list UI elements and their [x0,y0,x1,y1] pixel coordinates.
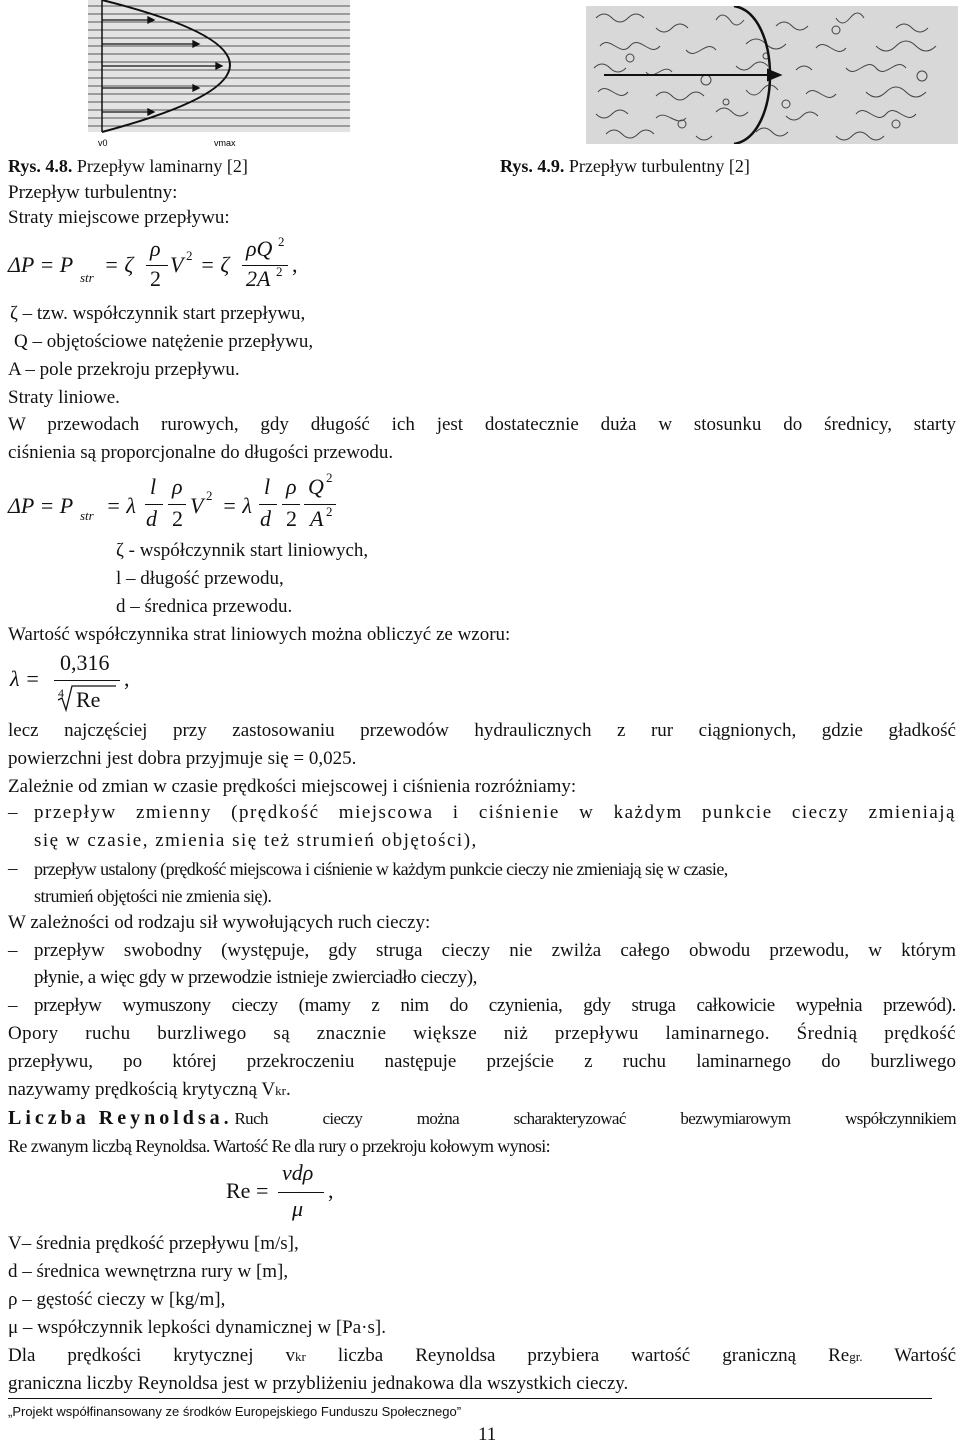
critical-velocity-text: nazywamy prędkością krytyczną V [8,1079,276,1100]
critical-sub-kr: kr [295,1349,306,1364]
figure-caption-laminar [8,156,248,177]
legend1-q: Q – objętościowe natężenie przepływu, [14,331,314,352]
critical-velocity-dot: . [285,1079,291,1100]
formula1-rhoq: ρQ [246,236,273,261]
formula1-eq-zeta2: = ζ [200,252,230,277]
formula1-rho: ρ [150,236,161,261]
heading-local-losses: Straty miejscowe przepływu: [8,207,230,228]
re-denominator: μ [292,1196,304,1221]
formula2-dp: ΔP = P [8,493,74,518]
formula2-v: V [190,493,204,518]
formula2-sub-str: str [80,508,94,523]
re-eq: Re = [226,1178,269,1203]
critical-text-c: Wartość [862,1345,956,1366]
legend2-d: d – średnica przewodu. [116,596,293,617]
formula2-sup-v: 2 [206,488,213,503]
heading-reynolds-number: Liczba Reynoldsa [8,1107,224,1129]
paragraph-linear-losses-1: W przewodach rurowych, gdy długość ich jest dostatecznie duża w stosunku do średnicy, starty [8,414,956,435]
formula2-q: Q [308,474,324,499]
list-dash-2: – [8,858,18,879]
critical-text-a: Dla prędkości krytycznej v [8,1345,295,1366]
paragraph-lambda-2: powierzchni jest dobra przyjmuje się = 0,025. [8,748,357,769]
critical-text-b: liczba Reynoldsa przybiera wartość graniczną Re [305,1345,850,1366]
formula1-sup-q: 2 [278,234,285,249]
formula2-d1: d [146,506,157,531]
paragraph-turbulence-3 [8,1078,291,1103]
list-item-forced-flow: przepływ wymuszony cieczy (mamy z nim do czynienia, gdy struga całkowicie wypełnia przewód). [34,995,956,1016]
legend2-zeta: ζ - współczynnik start liniowych, [116,540,369,561]
formula2-two1: 2 [172,506,183,531]
heading-turbulent-flow: Przepływ turbulentny: [8,182,178,203]
formula1-sup-v: 2 [186,248,193,263]
paragraph-critical-2: graniczna liczby Reynoldsa jest w przybliżeniu jednakowa dla wszystkich cieczy. [8,1373,629,1394]
heading-linear-losses: Straty liniowe. [8,387,120,408]
formula2-l2: l [264,474,271,499]
lambda-eq: λ = [10,666,40,691]
formula1-v: V [170,252,184,277]
formula2-a: A [310,506,324,531]
paragraph-forces-intro: W zależności od rodzaju sił wywołujących ruch cieczy: [8,912,431,933]
formula2-eq-lambda: = λ [106,493,136,518]
formula2-d2: d [260,506,271,531]
paragraph-lambda-1: lecz najczęściej przy zastosowaniu przewodów hydraulicznych z rur ciągnionych, gdzie gładkość [8,720,956,741]
paragraph-turbulence-1: Opory ruchu burzliwego są znacznie większe niż przepływu laminarnego. Średnią prędkość [8,1023,956,1044]
formula2-eq-lambda2: = λ [222,493,252,518]
paragraph-linear-losses-2: ciśnienia są proporcjonalne do długości przewodu. [8,442,394,463]
formula1-two: 2 [150,266,161,291]
lambda-comma: , [124,666,130,691]
caption-number: Rys. 4.9. [500,156,565,176]
re-comma: , [328,1178,334,1203]
formula2-two2: 2 [286,506,297,531]
legend2-l: l – długość przewodu, [116,568,284,589]
formula2-sup-a: 2 [326,504,333,519]
axis-label-vmax: vmax [214,138,236,148]
paragraph-critical-1 [8,1344,956,1369]
laminar-flow-figure [88,0,350,152]
formula1-comma: , [292,252,298,277]
formula1-sub-str: str [80,270,94,285]
heading-reynolds-dot: . [223,1108,229,1129]
list-item-steady-flow-1: przepływ ustalony (prędkość miejscowa i ciśnienie w każdym punkcie cieczy nie zmieniają się w czasie, [34,859,728,879]
legend1-a: A – pole przekroju przepływu. [8,359,240,380]
paragraph-lambda-intro: Wartość współczynnika strat liniowych można obliczyć ze wzoru: [8,624,511,645]
formula2-rho2: ρ [286,474,297,499]
turbulent-flow-figure [586,6,958,144]
legend3-velocity: V– średnia prędkość przepływu [m/s], [8,1233,299,1254]
reynolds-intro-text: Ruch cieczy można scharakteryzować bezwymiarowym współczynnikiem [234,1109,956,1128]
paragraph-turbulence-2: przepływu, po której przekroczeniu następuje przejście z ruchu laminarnego do burzliwego [8,1051,956,1072]
legend1-zeta: ζ – tzw. współczynnik start przepływu, [10,303,306,324]
formula1-eq-zeta: = ζ [104,252,134,277]
legend3-diameter: d – średnica wewnętrzna rury w [m], [8,1261,289,1282]
lambda-root-index: 4 [58,686,64,700]
paragraph-flow-types-intro: Zależnie od zmian w czasie prędkości miejscowej i ciśnienia rozróżniamy: [8,776,577,797]
formula2-rho1: ρ [172,474,183,499]
list-item-variable-flow-1: przepływ zmienny (prędkość miejscowa i ciśnienie w każdym punkcie cieczy zmieniają [34,802,956,823]
critical-velocity-sub: kr [275,1083,286,1098]
lambda-frac-line [54,680,120,681]
caption-text: Przepływ laminarny [2] [76,156,248,176]
legend3-viscosity: μ – współczynnik lepkości dynamicznej w [Pa·s]. [8,1317,386,1338]
list-item-free-flow-2: płynie, a więc gdy w przewodzie istnieje zwierciadło cieczy), [34,967,478,988]
legend3-density: ρ – gęstość cieczy w [kg/m], [8,1289,226,1310]
footer-rule [8,1398,932,1399]
list-item-steady-flow-2: strumień objętości nie zmienia się). [34,886,272,906]
re-numerator: vdρ [282,1160,314,1185]
critical-sub-gr: gr. [849,1349,863,1364]
formula1-dp: ΔP = P [8,252,74,277]
formula2-sup-q: 2 [326,470,333,485]
reynolds-line-1 [8,1106,956,1131]
list-item-free-flow-1: przepływ swobodny (występuje, gdy struga cieczy nie zwilża całego obwodu przewodu, w którym [34,940,956,961]
footer-text: „Projekt współfinansowany ze środków Europejskiego Funduszu Społecznego” [8,1404,462,1419]
list-dash-3: – [8,940,18,961]
reynolds-line-2: Re zwanym liczbą Reynoldsa. Wartość Re dla rury o przekroju kołowym wynosi: [8,1136,551,1156]
figure-caption-turbulent [500,156,750,177]
list-dash-4: – [8,995,18,1016]
formula1-sup-a: 2 [276,264,283,279]
axis-label-v0: v0 [98,138,108,148]
formula1-two-a: 2A [246,266,271,291]
list-item-variable-flow-2: się w czasie, zmienia się też strumień objętości), [34,830,478,851]
page-number: 11 [478,1424,497,1445]
caption-number: Rys. 4.8. [8,156,73,176]
list-dash-1: – [8,802,18,823]
caption-text: Przepływ turbulentny [2] [568,156,750,176]
lambda-numerator: 0,316 [60,650,110,675]
formula2-l1: l [150,474,157,499]
lambda-denominator: Re [76,687,101,712]
re-frac-line [278,1192,324,1193]
